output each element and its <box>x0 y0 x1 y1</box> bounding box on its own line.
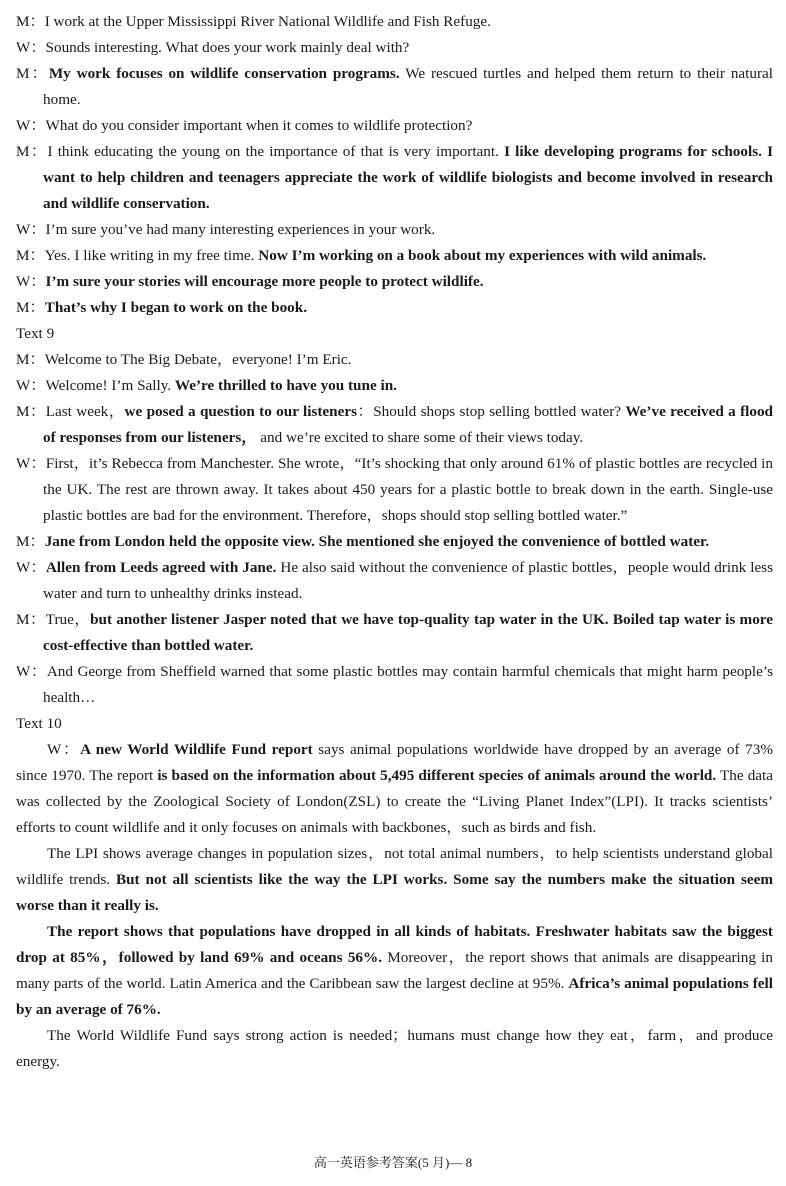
body-paragraph <box>16 1023 773 1075</box>
text-run: M：Welcome to The Big Debate，everyone! I’m Eric. <box>16 351 352 368</box>
text-run: Text 10 <box>16 715 62 732</box>
key-sentence: We’re thrilled to have you tune in. <box>174 377 397 394</box>
text-run: W：Sounds interesting. What does your work mainly deal with? <box>16 39 410 56</box>
text-run: W：What do you consider important when it comes to wildlife protection? <box>16 117 473 134</box>
key-sentence: we posed a question to our listeners <box>124 403 357 420</box>
dialogue-turn <box>16 399 773 451</box>
key-sentence: But not all scientists like the way the LPI works. Some say the numbers make the situation seem worse than it really is. <box>16 871 773 914</box>
key-sentence: That’s why I began to work on the book. <box>44 299 308 316</box>
key-sentence: Allen from Leeds agreed with Jane. <box>45 559 277 576</box>
key-sentence: Jane from London held the opposite view. She mentioned she enjoyed the convenience of bottled water. <box>44 533 710 550</box>
text-run: and we’re excited to share some of their views today. <box>256 429 584 446</box>
dialogue-turn <box>16 9 773 35</box>
text-run: He also said without the convenience of plastic bottles，people would drink less water and turn to unhealthy drinks instead. <box>43 559 773 602</box>
key-sentence: Now I’m working on a book about my experiences with wild animals. <box>258 247 707 264</box>
body-paragraph <box>16 737 773 841</box>
dialogue-turn <box>16 347 773 373</box>
dialogue-turn <box>16 113 773 139</box>
text-run: W： <box>47 741 81 758</box>
key-sentence: The report shows that populations have dropped in all kinds of habitats. Freshwater habitats saw the biggest drop at 85%，followed by land 69% and oceans 56%. <box>16 923 773 966</box>
page-footer: 高一英语参考答案(5 月)— 8 <box>313 1155 473 1170</box>
section-heading <box>16 321 773 347</box>
key-sentence: I’m sure your stories will encourage more people to protect wildlife. <box>45 273 484 290</box>
text-run: M：I work at the Upper Mississippi River National Wildlife and Fish Refuge. <box>16 13 491 30</box>
dialogue-turn <box>16 607 773 659</box>
text-run: M： <box>16 65 49 82</box>
key-sentence: My work focuses on wildlife conservation programs. <box>48 65 400 82</box>
key-sentence: but another listener Jasper noted that we have top-quality tap water in the UK. Boiled tap water is more cost-effective than bottled water. <box>43 611 773 654</box>
text-run: M：Yes. I like writing in my free time. <box>16 247 259 264</box>
text-run: W：And George from Sheffield warned that some plastic bottles may contain harmful chemicals that might harm people’s health… <box>16 663 773 706</box>
answer-key-page <box>16 9 773 1075</box>
dialogue-turn <box>16 61 773 113</box>
key-sentence: I like developing programs for schools. I want to help children and teenagers appreciate the work of wildlife biologists and become involved in research and wildlife conservation. <box>43 143 773 212</box>
text-run: W： <box>16 273 46 290</box>
text-run: Moreover，the report shows that animals are disappearing in many parts of the world. Latin America and the Caribbean saw the largest decline at 95%. <box>16 949 773 992</box>
dialogue-turn <box>16 373 773 399</box>
dialogue-turn <box>16 529 773 555</box>
text-run: W：First，it’s Rebecca from Manchester. She wrote，“It’s shocking that only around 61% of plastic bottles are recycled in the UK. The rest are thrown away. It takes about 450 years for a plastic bottle to break down in the earth. Single-use plastic bottles are bad for the environment. Therefore，shops should stop selling bottled water.” <box>16 455 773 524</box>
dialogue-turn <box>16 35 773 61</box>
key-sentence: A new World Wildlife Fund report <box>80 741 313 758</box>
key-sentence: Africa’s animal populations fell by an average of 76%. <box>16 975 773 1018</box>
section-heading <box>16 711 773 737</box>
text-run: W：Welcome! I’m Sally. <box>16 377 175 394</box>
dialogue-turn <box>16 451 773 529</box>
text-run: The LPI shows average changes in population sizes，not total animal numbers，to help scientists understand global wildlife trends. <box>16 845 773 888</box>
text-run: M： <box>16 299 45 316</box>
dialogue-turn <box>16 139 773 217</box>
body-paragraph <box>16 841 773 919</box>
text-run: M：True， <box>16 611 91 628</box>
dialogue-turn <box>16 269 773 295</box>
text-run: M： <box>16 533 45 550</box>
dialogue-turn <box>16 295 773 321</box>
text-run: M：I think educating the young on the importance of that is very important. <box>16 143 505 160</box>
text-run: We rescued turtles and helped them return to their natural home. <box>43 65 773 108</box>
text-run: M：Last week， <box>16 403 125 420</box>
text-run: W：I’m sure you’ve had many interesting experiences in your work. <box>16 221 436 238</box>
text-run: Text 9 <box>16 325 55 342</box>
text-run: ：Should shops stop selling bottled water? <box>356 403 626 420</box>
text-run: says animal populations worldwide have dropped by an average of 73% since 1970. The report <box>16 741 773 784</box>
dialogue-turn <box>16 555 773 607</box>
key-sentence: We’ve received a flood of responses from our listeners， <box>43 403 773 446</box>
text-run: The data was collected by the Zoological Society of London(ZSL) to create the “Living Planet Index”(LPI). It tracks scientists’ efforts to count wildlife and it only focuses on animals with backbones，such as birds and fish. <box>16 767 773 836</box>
body-paragraph <box>16 919 773 1023</box>
dialogue-turn <box>16 659 773 711</box>
text-run: W： <box>16 559 46 576</box>
key-sentence: is based on the information about 5,495 different species of animals around the world. <box>157 767 717 784</box>
dialogue-turn <box>16 243 773 269</box>
text-run: The World Wildlife Fund says strong action is needed；humans must change how they eat，farm，and produce energy. <box>16 1027 773 1070</box>
dialogue-turn <box>16 217 773 243</box>
